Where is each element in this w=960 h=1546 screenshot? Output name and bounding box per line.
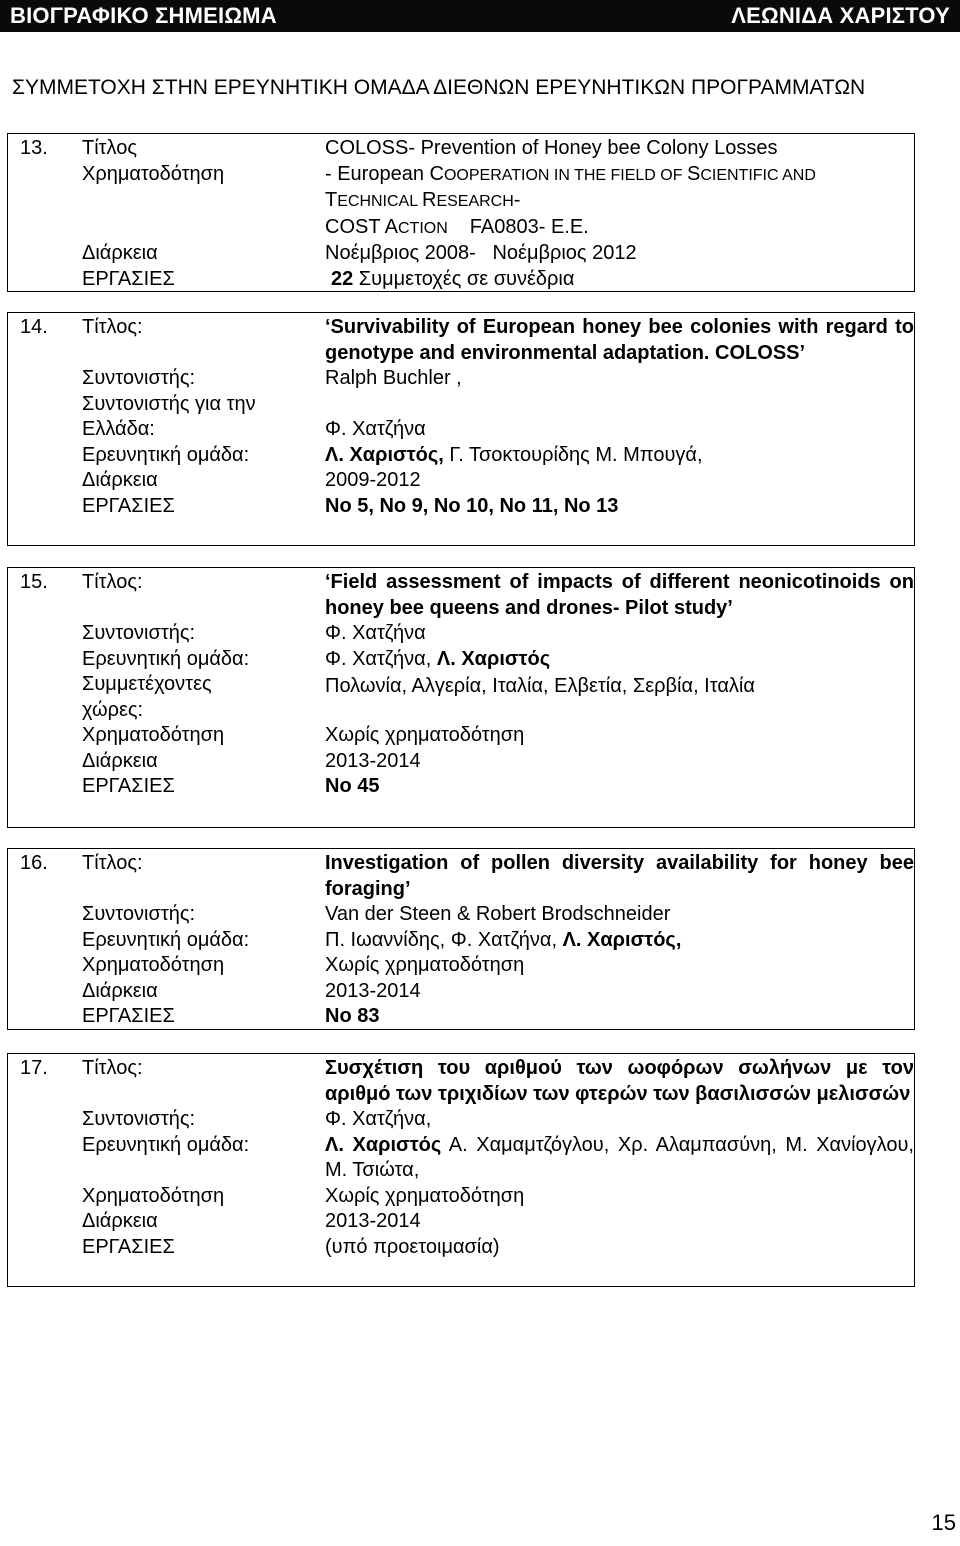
- works-value: Νο 5, Νο 9, Νο 10, Νο 11, Νο 13: [325, 494, 619, 517]
- team-value: Π. Ιωαννίδης, Φ. Χατζήνα, Λ. Χαριστός,: [325, 928, 682, 951]
- duration-label: Διάρκεια: [82, 979, 158, 1002]
- countries-label: Συμμετέχοντες χώρες:: [82, 673, 212, 721]
- duration-label: Διάρκεια: [82, 749, 158, 772]
- duration-value: 2009-2012: [325, 469, 421, 491]
- coordinator-value: Van der Steen & Robert Brodschneider: [325, 903, 671, 925]
- works-label: ΕΡΓΑΣΙΕΣ: [82, 775, 175, 797]
- team-label: Ερευνητική ομάδα:: [82, 443, 250, 466]
- header-left-title: ΒΙΟΓΡΑΦΙΚΟ ΣΗΜΕΙΩΜΑ: [10, 3, 277, 28]
- header-right-name: ΛΕΩΝΙΔΑ ΧΑΡΙΣΤΟΥ: [731, 3, 950, 28]
- title-label: Τίτλος:: [82, 571, 143, 593]
- coordinator-label: Συντονιστής:: [82, 367, 196, 389]
- project-entry-16: [7, 848, 915, 1030]
- works-label: ΕΡΓΑΣΙΕΣ: [82, 267, 175, 290]
- team-label: Ερευνητική ομάδα:: [82, 928, 250, 951]
- coordinator-value: Φ. Χατζήνα: [325, 622, 426, 644]
- page-header: [0, 0, 960, 32]
- coordinator-label: Συντονιστής:: [82, 1108, 196, 1130]
- entry-number: 15.: [20, 571, 48, 593]
- works-label: ΕΡΓΑΣΙΕΣ: [82, 1005, 175, 1027]
- title-label: Τίτλος:: [82, 316, 143, 338]
- duration-value: 2013-2014: [325, 1210, 421, 1232]
- project-entry-14: [7, 312, 915, 546]
- coordinator-value: Ralph Buchler ,: [325, 367, 462, 389]
- duration-value: Νοέμβριος 2008- Νοέμβριος 2012: [325, 242, 637, 264]
- duration-value: 2013-2014: [325, 749, 421, 772]
- coordinator-label: Συντονιστής:: [82, 622, 196, 644]
- funding-value: Χωρίς χρηματοδότηση: [325, 724, 525, 746]
- entry-number: 17.: [20, 1057, 48, 1079]
- project-title: ‘Field assessment of impacts of different neonicotinoids on honey bee queens and drones- Pilot study’: [325, 571, 914, 619]
- funding-value: Χωρίς χρηματοδότηση: [325, 1184, 525, 1207]
- section-heading: ΣΥΜΜΕΤΟΧΗ ΣΤΗΝ ΕΡΕΥΝΗΤΙΚΗ ΟΜΑΔΑ ΔΙΕΘΝΩΝ ΕΡΕΥΝΗΤΙΚΩΝ ΠΡΟΓΡΑΜΜΑΤΩΝ: [12, 76, 866, 99]
- works-value: (υπό προετοιμασία): [325, 1235, 500, 1258]
- project-entry-17: [7, 1053, 915, 1287]
- coordinator-greece-value: Φ. Χατζήνα: [325, 418, 426, 440]
- project-title: ‘Survivability of European honey bee colonies with regard to genotype and environmental adaptation. COLOSS’: [325, 316, 914, 364]
- project-entry-15: [7, 567, 915, 828]
- team-value: Λ. Χαριστός, Γ. Τσοκτουρίδης Μ. Μπουγά,: [325, 443, 703, 466]
- duration-label: Διάρκεια: [82, 242, 158, 264]
- funding-label: Χρηματοδότηση: [82, 954, 225, 976]
- duration-value: 2013-2014: [325, 979, 421, 1002]
- duration-label: Διάρκεια: [82, 1210, 158, 1232]
- title-label: Τίτλος:: [82, 852, 143, 874]
- project-title: COLOSS- Prevention of Honey bee Colony Losses: [325, 137, 778, 159]
- funding-label: Χρηματοδότηση: [82, 1184, 225, 1207]
- project-entry-13: [7, 133, 915, 292]
- coordinator-label: Συντονιστής:: [82, 903, 196, 925]
- works-label: ΕΡΓΑΣΙΕΣ: [82, 494, 175, 517]
- funding-value: Χωρίς χρηματοδότηση: [325, 954, 525, 976]
- title-label: Τίτλος:: [82, 1057, 143, 1079]
- entry-number: 14.: [20, 316, 48, 338]
- entry-number: 16.: [20, 852, 48, 874]
- countries-value: Πολωνία, Αλγερία, Ιταλία, Ελβετία, Σερβία, Ιταλία: [325, 675, 755, 697]
- project-title: Συσχέτιση του αριθμού των ωοφόρων σωλήνων με τον αριθμό των τριχιδίων των φτερών των βασιλισσών μελισσών: [325, 1057, 914, 1105]
- works-label: ΕΡΓΑΣΙΕΣ: [82, 1235, 175, 1258]
- team-label: Ερευνητική ομάδα:: [82, 647, 250, 670]
- entry-number: 13.: [20, 137, 48, 159]
- team-value: Λ. Χαριστός Α. Χαμαμτζόγλου, Χρ. Αλαμπασύνη, Μ. Χανίογλου, Μ. Τσιώτα,: [325, 1133, 914, 1181]
- funding-label: Χρηματοδότηση: [82, 162, 225, 185]
- duration-label: Διάρκεια: [82, 469, 158, 491]
- project-title: Investigation of pollen diversity availability for honey bee foraging’: [325, 852, 914, 900]
- team-label: Ερευνητική ομάδα:: [82, 1133, 250, 1156]
- team-value: Φ. Χατζήνα, Λ. Χαριστός: [325, 647, 551, 670]
- works-value: 22 Συμμετοχές σε συνέδρια: [331, 267, 575, 290]
- works-value: Νο 45: [325, 775, 380, 797]
- coordinator-greece-label: Συντονιστής για την Ελλάδα:: [82, 392, 256, 440]
- page-number: 15: [931, 1510, 956, 1535]
- coordinator-value: Φ. Χατζήνα,: [325, 1108, 432, 1130]
- works-value: Νο 83: [325, 1005, 380, 1027]
- title-label: Τίτλος: [82, 137, 138, 159]
- funding-value: - European COOPERATION IN THE FIELD OF SCIENTIFIC AND TECHNICAL RESEARCH- COST ACTION FA0803- E.E.: [325, 162, 816, 238]
- funding-label: Χρηματοδότηση: [82, 724, 225, 746]
